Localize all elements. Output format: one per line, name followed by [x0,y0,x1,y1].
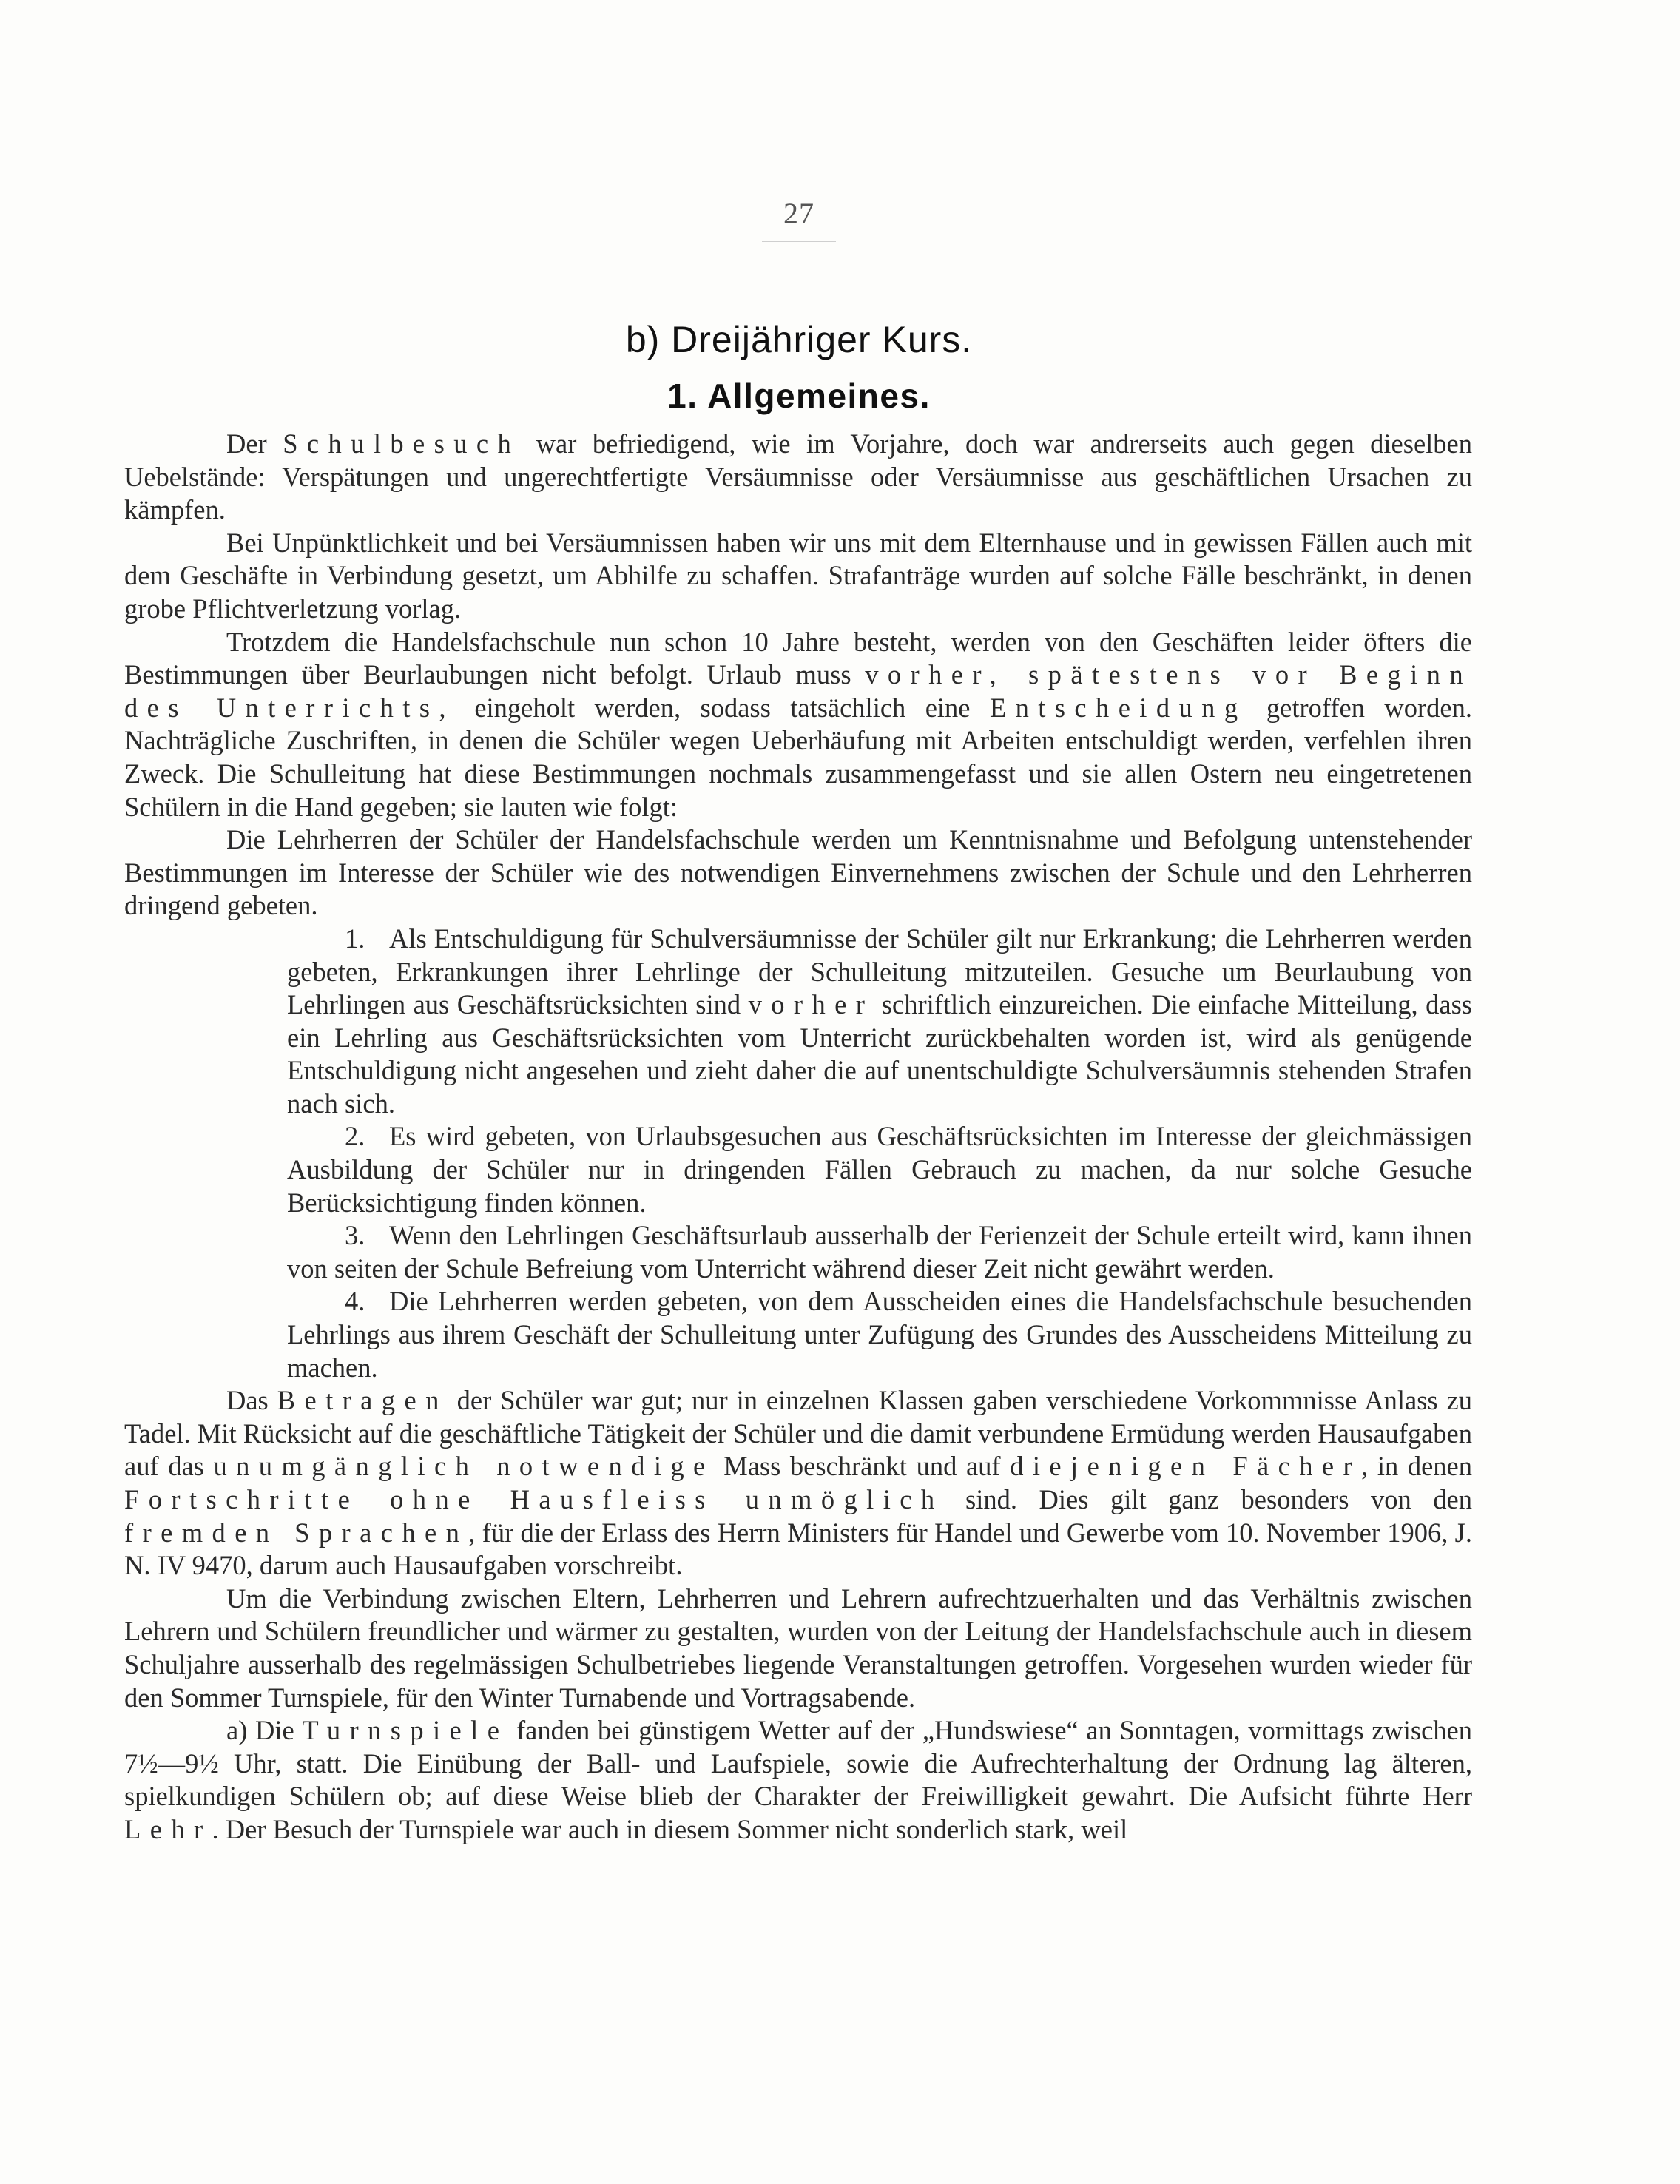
spaced-emphasis: Entscheidung [989,692,1247,723]
paragraph-leave-rules: Trotzdem die Handelsfachschule nun schon 10 Jahre besteht, werden von den Geschäften leider öfters die Bestimmungen über Beurlaubungen nicht befolgt. Urlaub muss vorher, spätestens vor Beginn des Unterrichts, eingeholt werden, sodass tatsächlich eine Entscheidung getroffen worden. Nachträgliche Zuschriften, in denen die Schüler wegen Ueberhäufung mit Arbeiten entschuldigt werden, verfehlen ihren Zweck. Die Schulleitung hat diese Bestimmungen nochmals zusammengefasst und sie allen Ostern neu eingetretenen Schülern in die Hand gegeben; sie lauten wie folgt: [124,626,1473,822]
paragraph-gymnastic-games: a) Die Turnspiele fanden bei günstigem Wetter auf der „Hundswiese“ an Sonntagen, vormittags zwischen 7½—9½ Uhr, statt. Die Einübung der Ball- und Laufspiele, sowie die Aufrechterhaltung der Ordnung lag älteren, spielkundigen Schülern ob; auf diese Weise blieb der Charakter der Freiwilligkeit gewahrt. Die Aufsicht führte Herr Lehr. Der Besuch der Turnspiele war auch in diesem Sommer nicht sonderlich stark, weil [124,1715,1472,1844]
rule-number: 2. [345,1121,365,1152]
spaced-emphasis: fremden Sprachen [124,1517,469,1548]
spaced-emphasis: Schulbesuch [283,428,521,459]
paragraph-events: Um die Verbindung zwischen Eltern, Lehrherren und Lehrern aufrechtzuerhalten und das Verhältnis zwischen Lehrern und Schülern freundlicher und wärmer zu gestalten, wurden von der Leitung der Handelsfachschule auch in diesem Schuljahre ausserhalb des regelmässigen Schulbetriebes liegende Veranstaltungen getroffen. Vorgesehen wurden wieder für den Sommer Turnspiele, für den Winter Turnabende und Vortragsabende. [124,1583,1472,1713]
rule-item: 4. Die Lehrherren werden gebeten, von dem Ausscheiden eines die Handelsfachschule besuchenden Lehrlings aus ihrem Geschäft der Schulleitung unter Zufügung des Grundes des Ausscheidens Mitteilung zu machen. [124,1285,1472,1384]
rule-number: 4. [345,1286,365,1317]
section-heading: b) Dreijähriger Kurs. [625,319,973,360]
body-text [124,428,1472,1847]
page-number: 27 [783,197,814,230]
spaced-emphasis: vorher [748,989,874,1020]
spaced-emphasis: Fortschritte ohne Hausfleiss unmöglich [124,1484,944,1514]
paragraph-school-attendance: Der Schulbesuch war befriedigend, wie im Vorjahre, doch war andrerseits auch gegen dieselben Uebelstände: Verspätungen und ungerechtfertigte Versäumnisse oder Versäumnisse aus geschäftlichen Ursachen zu kämpfen. [124,428,1472,525]
spaced-emphasis: diejenigen Fächer [1010,1451,1362,1482]
rule-number: 3. [345,1220,365,1251]
rule-number: 1. [345,923,365,954]
rule-item: 1. Als Entschuldigung für Schulversäumnisse der Schüler gilt nur Erkrankung; die Lehrherren werden gebeten, Erkrankungen ihrer Lehrlinge der Schulleitung mitzuteilen. Gesuche um Beurlaubung von Lehrlingen aus Geschäftsrücksichten sind vorher schriftlich einzureichen. Die einfache Mitteilung, dass ein Lehrling aus Geschäftsrücksichten vom Unterricht zurückbehalten worden ist, wird als genügende Entschuldigung nicht angesehen und zieht daher die auf unentschuldigte Schulversäumnis stehenden Strafen nach sich. [124,923,1472,1121]
spaced-emphasis: Betragen [277,1385,448,1416]
spaced-emphasis: vorher, spätestens vor Beginn des Unterrichts, [124,659,1473,723]
paragraph-employers-notice: Die Lehrherren der Schüler der Handelsfachschule werden um Kenntnisnahme und Befolgung untenstehender Bestimmungen im Interesse der Schüler wie des notwendigen Einvernehmens zwischen der Schule und den Lehrherren dringend gebeten. [124,824,1472,921]
spaced-emphasis: unumgänglich notwendige [213,1451,715,1482]
paragraph-unpunctuality: Bei Unpünktlichkeit und bei Versäumnissen haben wir uns mit dem Elternhause und in gewissen Fällen auch mit dem Geschäfte in Verbindung gesetzt, um Abhilfe zu schaffen. Strafanträge wurden auf solche Fälle beschränkt, in denen grobe Pflichtverletzung vorlag. [124,527,1472,624]
paragraph-conduct: Das Betragen der Schüler war gut; nur in einzelnen Klassen gaben verschiedene Vorkommnisse Anlass zu Tadel. Mit Rücksicht auf die geschäftliche Tätigkeit der Schüler und die damit verbundene Ermüdung werden Hausaufgaben auf das unumgänglich notwendige Mass beschränkt und auf diejenigen Fächer, in denen Fortschritte ohne Hausfleiss unmöglich sind. Dies gilt ganz besonders von den fremden Sprachen, für die der Erlass des Herrn Ministers für Handel und Gewerbe vom 10. November 1906, J. N. IV 9470, darum auch Hausaufgaben vorschreibt. [124,1385,1473,1581]
subsection-heading: 1. Allgemeines. [667,377,931,415]
spaced-emphasis: Lehr [124,1813,212,1844]
page-number-rule [762,241,836,242]
rule-item: 2. Es wird gebeten, von Urlaubsgesuchen aus Geschäftsrücksichten im Interesse der gleichmässigen Ausbildung der Schüler nur in dringenden Fällen Gebrauch zu machen, da nur solche Gesuche Berücksichtigung finden können. [124,1120,1472,1219]
rule-item: 3. Wenn den Lehrlingen Geschäftsurlaub ausserhalb der Ferienzeit der Schule erteilt wird, kann ihnen von seiten der Schule Befreiung vom Unterricht während dieser Zeit nicht gewährt werden. [124,1219,1472,1285]
spaced-emphasis: Turnspiele [302,1715,509,1746]
